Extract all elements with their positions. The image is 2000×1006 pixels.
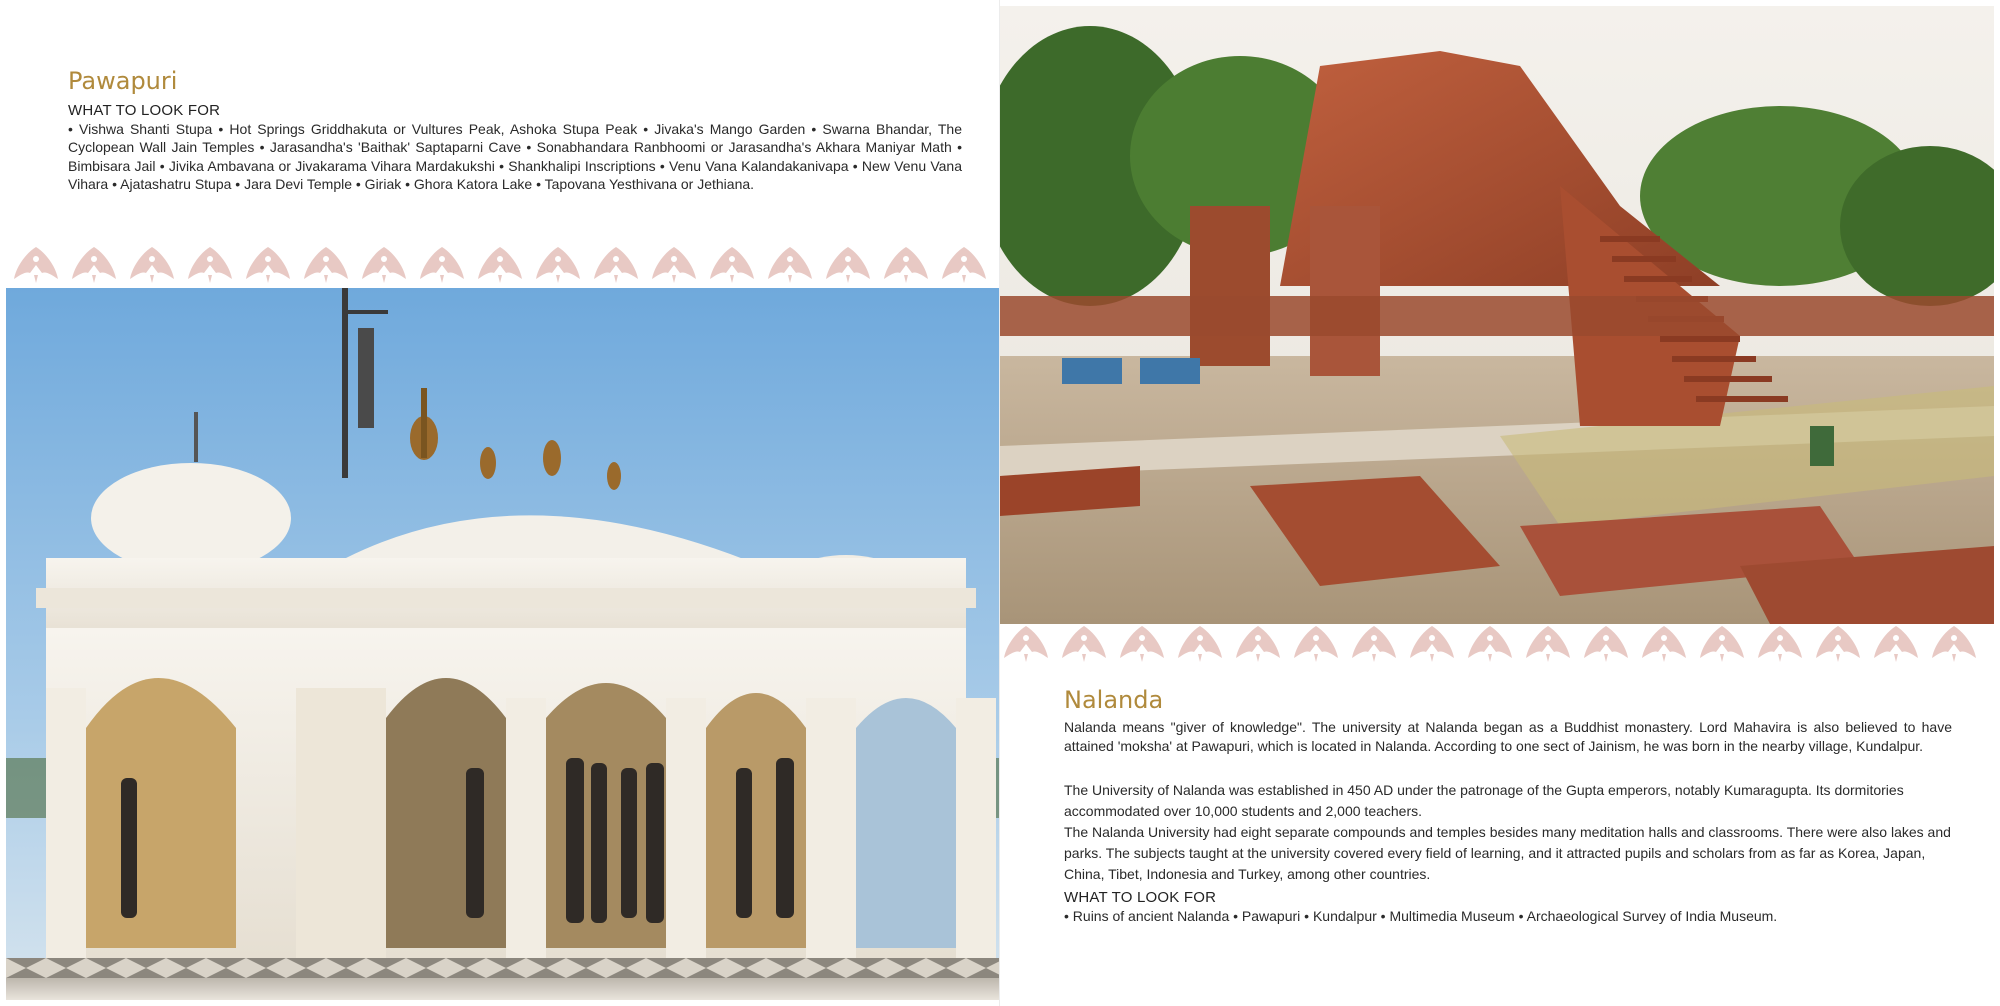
nalanda-title: Nalanda — [1064, 686, 1164, 714]
lotus-arch-motif-icon — [14, 247, 986, 283]
nalanda-what-to-look-for-label: WHAT TO LOOK FOR — [1064, 889, 1217, 906]
pawapuri-what-to-look-for-label: WHAT TO LOOK FOR — [68, 102, 221, 119]
pawapuri-what-to-look-for-text: • Vishwa Shanti Stupa • Hot Springs Griddhakuta or Vultures Peak, Ashoka Stupa Peak • Jivaka's Mango Garden • Swarna Bhandar, The Cyclopean Wall Jain Temples • Jarasandha's 'Baithak' Saptaparni Cave • Sonabhandara Ranbhoomi or Jarasandha's Akhara Maniyar Math • Bimbisara Jail • Jivika Ambavana or Jivakarama Vihara Mardakukshi • Shankhalipi Inscriptions • Venu Vana Kalandakanivapa • New Venu Vana Vihara • Ajatashatru Stupa • Jara Devi Temple • Giriak • Ghora Katora Lake • Tapovana Yesthivana or Jethiana. — [68, 121, 962, 192]
nalanda-ruins-photo — [1000, 6, 1994, 624]
motif-band-left — [0, 245, 1000, 285]
nalanda-paragraph-2: The University of Nalanda was established in 450 AD under the patronage of the Gupta emperors, notably Kumaragupta. Its dormitories accommodated over 10,000 students and 2,000 teachers. — [1064, 782, 1904, 819]
motif-band-right — [1000, 624, 2000, 664]
nalanda-what-to-look-for-text: • Ruins of ancient Nalanda • Pawapuri • Kundalpur • Multimedia Museum • Archaeological Survey of India Museum. — [1064, 908, 1778, 924]
right-page — [1000, 0, 2000, 1006]
pawapuri-temple-photo — [6, 288, 1000, 1000]
nalanda-paragraph-3: The Nalanda University had eight separate compounds and temples besides many meditation halls and classrooms. There were also lakes and parks. The subjects taught at the university covered every field of learning, and it attracted pupils and scholars from as far as Korea, Japan, China, Tibet, Indonesia and Turkey, among other countries. — [1064, 824, 1951, 882]
lotus-arch-motif-icon — [1004, 626, 1976, 662]
pawapuri-title: Pawapuri — [68, 67, 178, 95]
nalanda-paragraph-1: Nalanda means "giver of knowledge". The university at Nalanda began as a Buddhist monastery. Lord Mahavira is also believed to have attained 'moksha' at Pawapuri, which is located in Nalanda. According to one sect of Jainism, he was born in the nearby village, Kundalpur. — [1064, 719, 1952, 754]
